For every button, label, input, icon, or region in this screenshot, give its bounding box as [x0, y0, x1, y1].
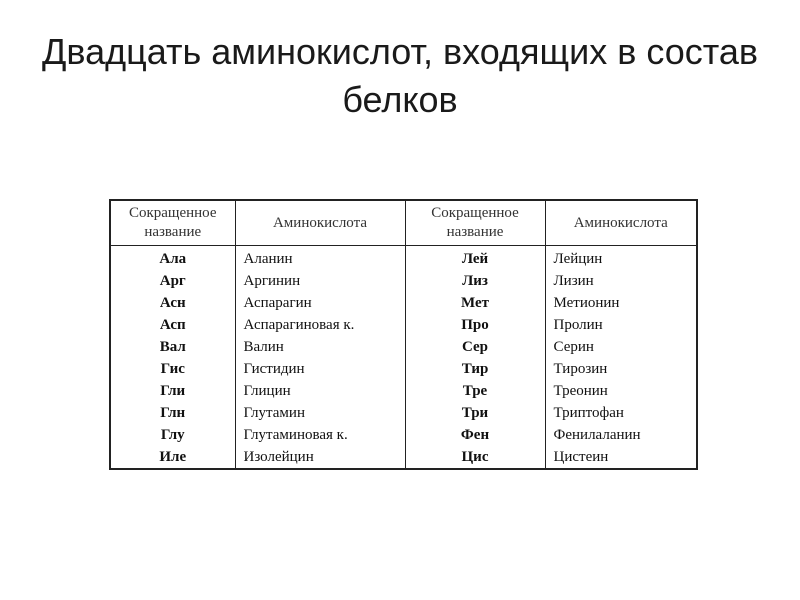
amino-acid-name-cell: Изолейцин [235, 446, 405, 469]
abbreviation-cell: Фен [405, 424, 545, 446]
amino-acid-name-cell: Аргинин [235, 270, 405, 292]
abbreviation-cell: Ала [110, 246, 235, 271]
amino-acid-name-cell: Гистидин [235, 358, 405, 380]
abbreviation-cell: Асп [110, 314, 235, 336]
abbreviation-cell: Иле [110, 446, 235, 469]
abbreviation-cell: Тир [405, 358, 545, 380]
amino-acid-name-cell: Лейцин [545, 246, 697, 271]
table-row [110, 446, 697, 469]
amino-acid-name-cell: Триптофан [545, 402, 697, 424]
amino-acid-table [109, 199, 698, 470]
amino-acid-name-cell: Глутаминовая к. [235, 424, 405, 446]
slide-title: Двадцать аминокислот, входящих в состав белков [42, 31, 758, 120]
amino-acid-name-cell: Глутамин [235, 402, 405, 424]
header-abbreviation-1: Сокращенное название [110, 200, 235, 246]
table-body [110, 246, 697, 470]
amino-acid-name-cell: Пролин [545, 314, 697, 336]
amino-acid-name-cell: Серин [545, 336, 697, 358]
header-amino-acid-1: Аминокислота [235, 200, 405, 246]
amino-acid-name-cell: Тирозин [545, 358, 697, 380]
amino-acid-name-cell: Аспарагиновая к. [235, 314, 405, 336]
amino-acid-name-cell: Валин [235, 336, 405, 358]
amino-acid-name-cell: Аспарагин [235, 292, 405, 314]
abbreviation-cell: Цис [405, 446, 545, 469]
table-row [110, 336, 697, 358]
table-row [110, 380, 697, 402]
table-row [110, 314, 697, 336]
table-row [110, 402, 697, 424]
abbreviation-cell: Глу [110, 424, 235, 446]
abbreviation-cell: Лей [405, 246, 545, 271]
abbreviation-cell: Асн [110, 292, 235, 314]
table-row [110, 358, 697, 380]
amino-acid-name-cell: Цистеин [545, 446, 697, 469]
table-row [110, 424, 697, 446]
abbreviation-cell: Глн [110, 402, 235, 424]
header-abbreviation-2: Сокращенное название [405, 200, 545, 246]
abbreviation-cell: Мет [405, 292, 545, 314]
amino-acid-table-container [109, 199, 696, 466]
amino-acid-name-cell: Лизин [545, 270, 697, 292]
table-row [110, 246, 697, 271]
abbreviation-cell: Гли [110, 380, 235, 402]
table-header-row [110, 200, 697, 246]
amino-acid-name-cell: Метионин [545, 292, 697, 314]
abbreviation-cell: Арг [110, 270, 235, 292]
table-row [110, 270, 697, 292]
abbreviation-cell: Тре [405, 380, 545, 402]
abbreviation-cell: Лиз [405, 270, 545, 292]
abbreviation-cell: Вал [110, 336, 235, 358]
amino-acid-name-cell: Треонин [545, 380, 697, 402]
header-amino-acid-2: Аминокислота [545, 200, 697, 246]
amino-acid-name-cell: Аланин [235, 246, 405, 271]
abbreviation-cell: Три [405, 402, 545, 424]
abbreviation-cell: Сер [405, 336, 545, 358]
abbreviation-cell: Гис [110, 358, 235, 380]
amino-acid-name-cell: Фенилаланин [545, 424, 697, 446]
amino-acid-name-cell: Глицин [235, 380, 405, 402]
table-row [110, 292, 697, 314]
abbreviation-cell: Про [405, 314, 545, 336]
